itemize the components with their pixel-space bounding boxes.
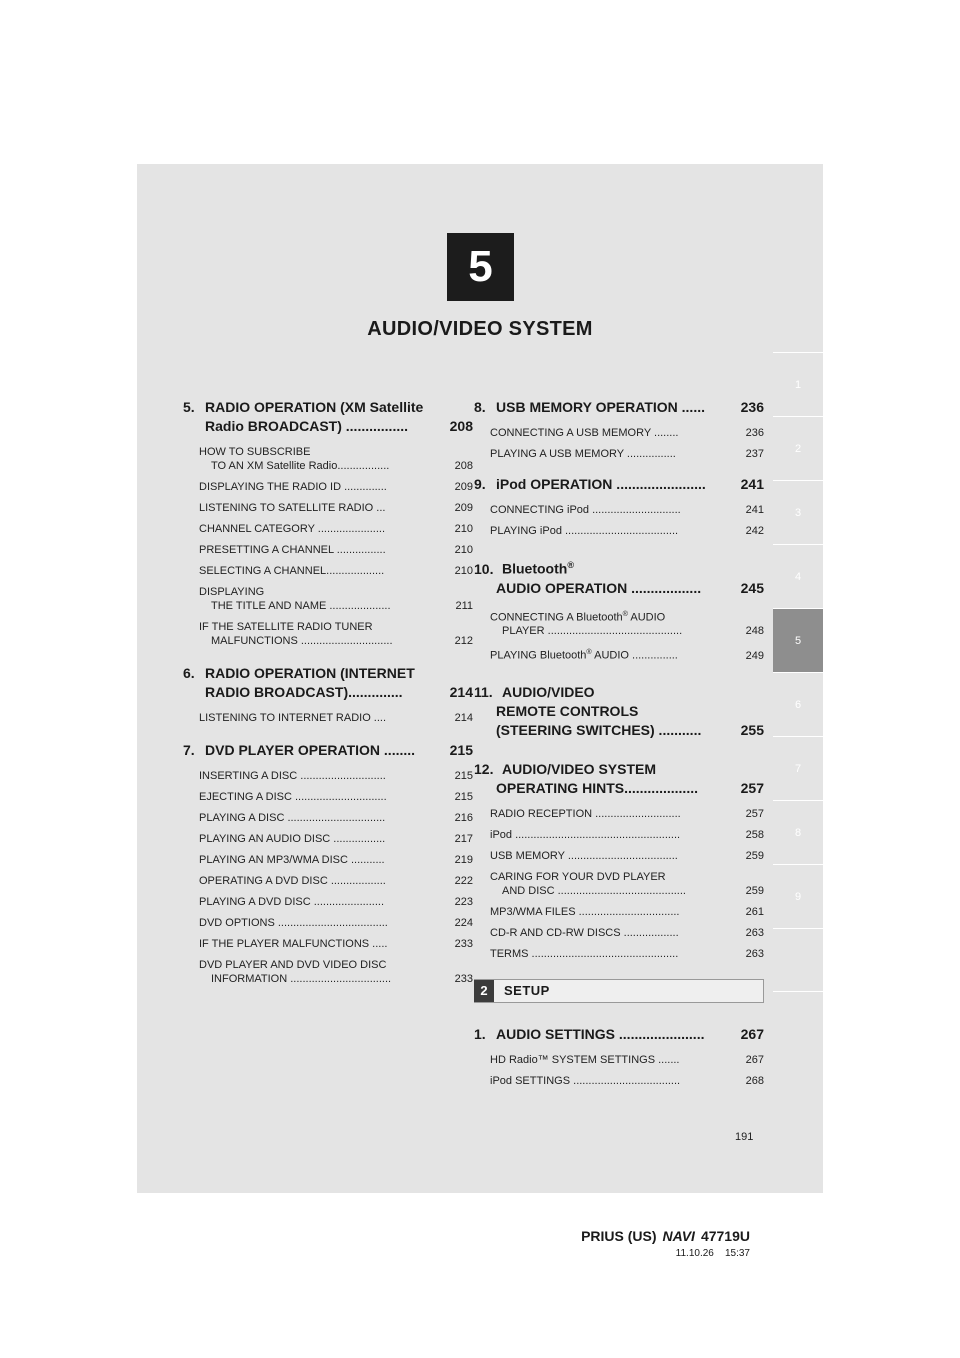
section-page: 215 <box>449 742 473 758</box>
section-page: 267 <box>740 1025 764 1042</box>
chapter-tab-4[interactable]: 4 <box>773 544 823 608</box>
toc-section-7[interactable] <box>183 741 473 986</box>
chapter-tab-6[interactable]: 6 <box>773 672 823 736</box>
chapter-tab-2[interactable]: 2 <box>773 416 823 480</box>
toc-left-column <box>183 398 473 1000</box>
section-number: 1. <box>474 1025 486 1042</box>
toc-item[interactable]: HOW TO SUBSCRIBE TO AN XM Satellite Radio................. 208 <box>199 446 473 472</box>
setup-label: SETUP <box>504 983 550 999</box>
section-number: 8. <box>474 399 486 415</box>
section-title: AUDIO/VIDEO <box>502 683 595 700</box>
section-page: 255 <box>740 721 764 738</box>
toc-item[interactable]: EJECTING A DISC .............................. 215 <box>199 791 473 803</box>
toc-item[interactable]: RADIO RECEPTION ............................ 257 <box>490 807 764 820</box>
section-page: 214 <box>449 684 473 700</box>
section-title: iPod OPERATION ....................... <box>496 476 706 492</box>
section-number: 5. <box>183 399 195 415</box>
section-number: 10. <box>474 560 494 577</box>
toc-item[interactable]: SELECTING A CHANNEL................... 210 <box>199 565 473 577</box>
toc-item[interactable]: DVD OPTIONS .................................... 224 <box>199 917 473 929</box>
toc-item[interactable]: PLAYING A DISC ................................ 216 <box>199 812 473 824</box>
section-title: RADIO OPERATION (INTERNET <box>205 665 415 681</box>
toc-item[interactable]: PLAYING Bluetooth® AUDIO ............... 249 <box>490 648 764 662</box>
section-title-cont: RADIO BROADCAST).............. <box>205 684 403 700</box>
toc-item[interactable]: PLAYING AN AUDIO DISC ................. 217 <box>199 833 473 845</box>
footer-timestamp: 11.10.26 15:37 <box>675 1248 750 1259</box>
toc-item[interactable]: CARING FOR YOUR DVD PLAYER AND DISC .......................................... 259 <box>490 870 764 897</box>
chapter-title: AUDIO/VIDEO SYSTEM <box>367 318 593 340</box>
chapter-tab-blank <box>773 928 823 992</box>
chapter-tab-3[interactable]: 3 <box>773 480 823 544</box>
toc-item[interactable]: CHANNEL CATEGORY ...................... 210 <box>199 523 473 535</box>
section-number: 11. <box>474 683 493 700</box>
chapter-tab-1[interactable]: 1 <box>773 352 823 416</box>
toc-item[interactable]: PLAYING AN MP3/WMA DISC ........... 219 <box>199 854 473 866</box>
toc-section-11[interactable] <box>474 683 764 740</box>
section-page: 245 <box>740 579 764 596</box>
section-title: AUDIO/VIDEO SYSTEM <box>502 760 657 777</box>
section-page: 236 <box>740 399 764 415</box>
toc-item[interactable]: IF THE SATELLITE RADIO TUNER MALFUNCTIONS .............................. 212 <box>199 621 473 647</box>
toc-item[interactable]: IF THE PLAYER MALFUNCTIONS ..... 233 <box>199 938 473 950</box>
section-title-cont: REMOTE CONTROLS <box>496 702 639 719</box>
footer-model: PRIUS (US) NAVI 47719U <box>581 1228 750 1244</box>
toc-setup-section-1[interactable] <box>474 1025 764 1088</box>
section-title-cont: (STEERING SWITCHES) ........... <box>496 721 702 738</box>
toc-item[interactable]: CONNECTING iPod ............................. 241 <box>490 504 764 516</box>
section-title: Bluetooth <box>502 560 568 577</box>
toc-item[interactable]: DISPLAYING THE TITLE AND NAME .................... 211 <box>199 586 473 612</box>
toc-item[interactable]: HD Radio™ SYSTEM SETTINGS ....... 267 <box>490 1053 764 1066</box>
section-page: 208 <box>449 418 473 434</box>
section-title-cont: OPERATING HINTS................... <box>496 779 698 796</box>
toc-right-column <box>474 398 764 1102</box>
toc-item[interactable]: iPod SETTINGS ................................... 268 <box>490 1074 764 1087</box>
section-page: 257 <box>740 779 764 796</box>
setup-number-badge: 2 <box>474 980 494 1002</box>
section-title: DVD PLAYER OPERATION ........ <box>205 742 416 758</box>
toc-section-8[interactable] <box>474 398 764 461</box>
toc-item[interactable]: iPod ...................................................... 258 <box>490 828 764 841</box>
section-title: RADIO OPERATION (XM Satellite <box>205 399 424 415</box>
toc-item[interactable]: USB MEMORY .................................... 259 <box>490 849 764 862</box>
section-number: 9. <box>474 476 486 492</box>
chapter-tab-8[interactable]: 8 <box>773 800 823 864</box>
section-number: 7. <box>183 742 195 758</box>
toc-item[interactable]: PLAYING A USB MEMORY ................ 237 <box>490 448 764 460</box>
section-title-cont: Radio BROADCAST) ................ <box>205 418 409 434</box>
toc-item[interactable]: DVD PLAYER AND DVD VIDEO DISC INFORMATION ................................. 233 <box>199 959 473 985</box>
section-title: AUDIO SETTINGS ...................... <box>496 1025 705 1042</box>
chapter-tab-7[interactable]: 7 <box>773 736 823 800</box>
toc-item[interactable]: CD-R AND CD-RW DISCS .................. 263 <box>490 926 764 939</box>
toc-section-9[interactable] <box>474 475 764 538</box>
toc-section-5[interactable] <box>183 398 473 648</box>
toc-section-10[interactable] <box>474 556 764 663</box>
chapter-tab-9[interactable]: 9 <box>773 864 823 928</box>
registered-mark: ® <box>567 560 575 570</box>
toc-item[interactable]: LISTENING TO SATELLITE RADIO ... 209 <box>199 502 473 514</box>
toc-item[interactable]: PLAYING iPod ..................................... 242 <box>490 525 764 537</box>
section-title: USB MEMORY OPERATION ...... <box>496 399 705 415</box>
toc-item[interactable]: CONNECTING A USB MEMORY ........ 236 <box>490 427 764 439</box>
toc-item[interactable]: INSERTING A DISC ............................ 215 <box>199 770 473 782</box>
setup-section-header[interactable] <box>474 979 764 1003</box>
toc-item[interactable]: DISPLAYING THE RADIO ID .............. 209 <box>199 481 473 493</box>
toc-item[interactable]: OPERATING A DVD DISC .................. 222 <box>199 875 473 887</box>
toc-item[interactable]: PLAYING A DVD DISC ....................... 223 <box>199 896 473 908</box>
toc-item[interactable]: LISTENING TO INTERNET RADIO .... 214 <box>199 712 473 724</box>
toc-item[interactable]: TERMS ................................................ 263 <box>490 947 764 960</box>
toc-item[interactable]: PRESETTING A CHANNEL ................ 210 <box>199 544 473 556</box>
section-title-cont: AUDIO OPERATION .................. <box>496 579 702 596</box>
toc-item[interactable]: MP3/WMA FILES ................................. 261 <box>490 905 764 918</box>
toc-section-6[interactable] <box>183 664 473 725</box>
toc-section-12[interactable] <box>474 760 764 961</box>
chapter-tab-5[interactable]: 5 <box>773 608 823 672</box>
chapter-tabs <box>773 352 823 992</box>
section-number: 12. <box>474 760 494 777</box>
section-number: 6. <box>183 665 195 681</box>
chapter-number: 5 <box>447 233 514 301</box>
toc-item[interactable]: CONNECTING A Bluetooth® AUDIO PLAYER ............................................ 248 <box>490 609 764 638</box>
page-number: 191 <box>735 1131 754 1143</box>
section-page: 241 <box>740 476 764 492</box>
